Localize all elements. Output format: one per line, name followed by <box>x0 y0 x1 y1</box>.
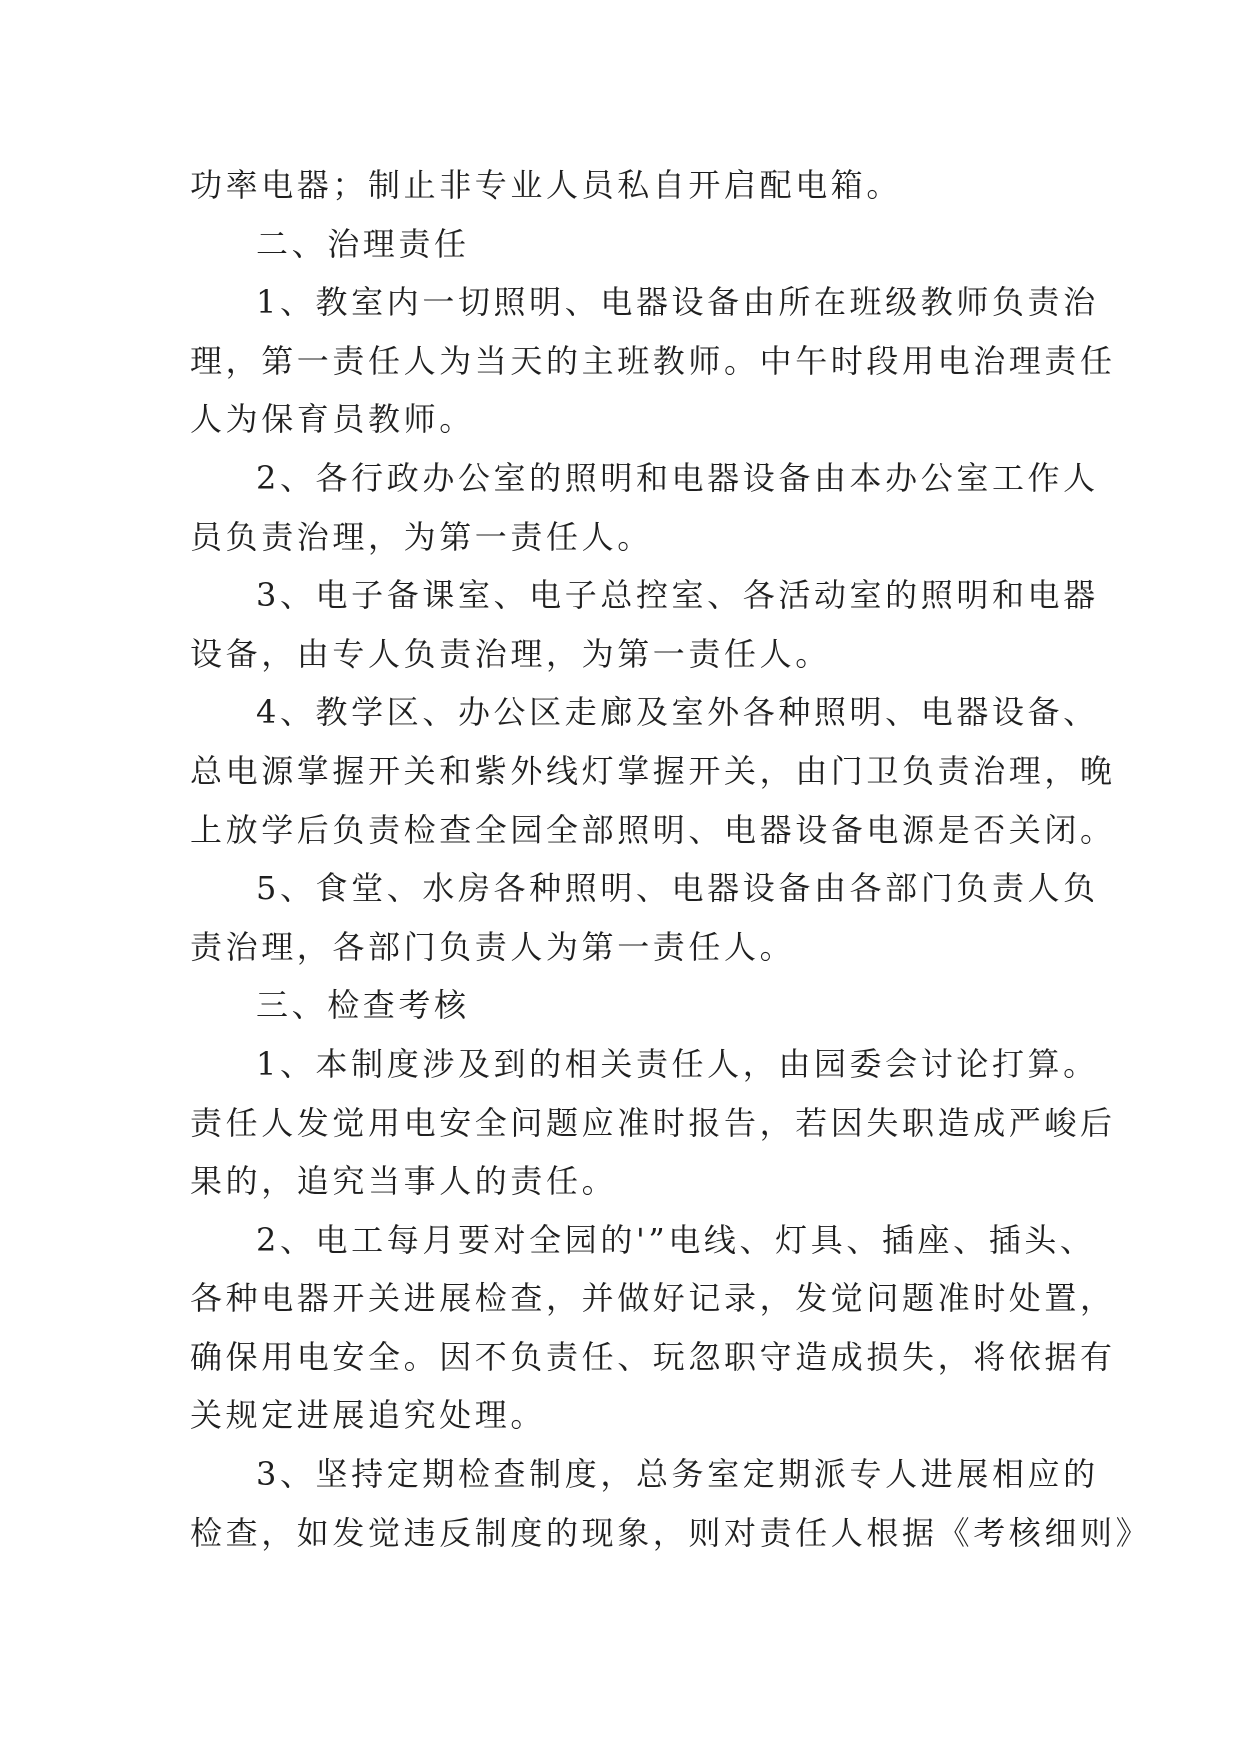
text-line: 1、本制度涉及到的相关责任人，由园委会讨论打算。 <box>256 1044 1099 1083</box>
text-line: 人为保育员教师。 <box>190 400 475 439</box>
text-line: 1、教室内一切照明、电器设备由所在班级教师负责治 <box>256 283 1099 322</box>
document-page <box>190 156 1152 1562</box>
text-line: 员负责治理，为第一责任人。 <box>190 517 653 556</box>
text-line: 责任人发觉用电安全问题应准时报告，若因失职造成严峻后 <box>190 1103 1116 1142</box>
text-line: 5、食堂、水房各种照明、电器设备由各部门负责人负 <box>256 869 1099 908</box>
text-line: 关规定进展追究处理。 <box>190 1396 547 1435</box>
text-line: 3、坚持定期检查制度，总务室定期派专人进展相应的 <box>256 1455 1099 1494</box>
text-line: 设备，由专人负责治理，为第一责任人。 <box>190 634 831 673</box>
text-line: 总电源掌握开关和紫外线灯掌握开关，由门卫负责治理，晚 <box>190 751 1116 790</box>
text-line: 4、教学区、办公区走廊及室外各种照明、电器设备、 <box>256 693 1099 732</box>
text-line: 2、电工每月要对全园的'”电线、灯具、插座、插头、 <box>256 1220 1096 1259</box>
text-line: 2、各行政办公室的照明和电器设备由本办公室工作人 <box>256 458 1099 497</box>
text-line: 上放学后负责检查全园全部照明、电器设备电源是否关闭。 <box>190 810 1116 849</box>
text-line: 理，第一责任人为当天的主班教师。中午时段用电治理责任 <box>190 341 1116 380</box>
text-line: 各种电器开关进展检查，并做好记录，发觉问题准时处置， <box>190 1279 1116 1318</box>
section-heading: 三、检查考核 <box>256 986 470 1025</box>
section-heading: 二、治理责任 <box>256 224 470 263</box>
text-line: 责治理，各部门负责人为第一责任人。 <box>190 927 796 966</box>
text-line: 确保用电安全。因不负责任、玩忽职守造成损失，将依据有 <box>190 1337 1116 1376</box>
text-line: 检查，如发觉违反制度的现象，则对责任人根据《考核细则》 <box>190 1513 1152 1552</box>
text-line: 3、电子备课室、电子总控室、各活动室的照明和电器 <box>256 576 1099 615</box>
text-line: 功率电器；制止非专业人员私自开启配电箱。 <box>190 166 903 204</box>
text-line: 果的，追究当事人的责任。 <box>190 1162 618 1201</box>
